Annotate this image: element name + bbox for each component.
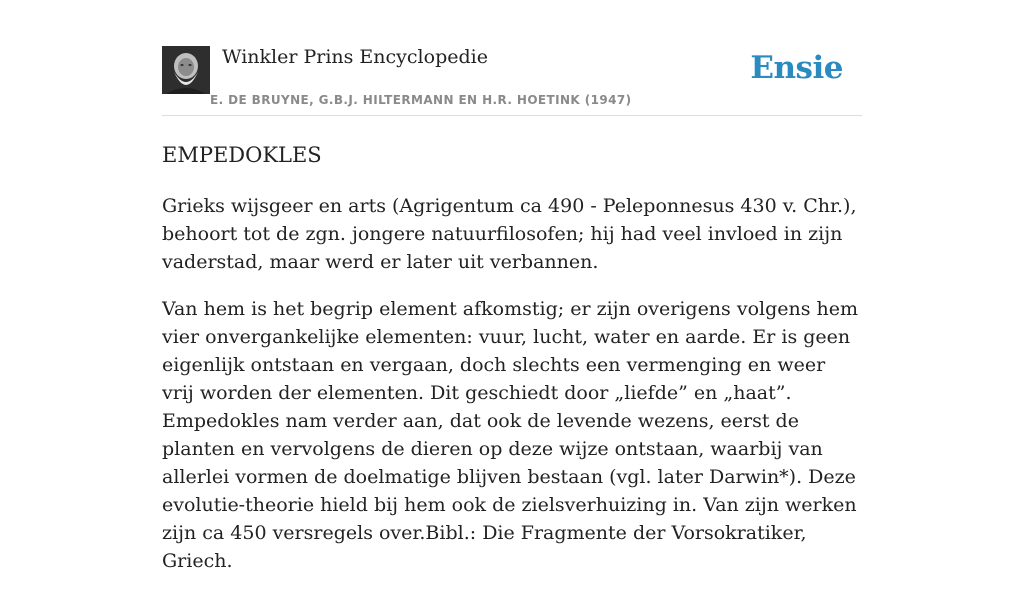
author-portrait-icon: [162, 46, 210, 94]
article: [162, 140, 862, 594]
source-title[interactable]: Winkler Prins Encyclopedie: [222, 46, 488, 68]
source-authors: E. DE BRUYNE, G.B.J. HILTERMANN EN H.R. HOETINK (1947): [210, 93, 632, 107]
ensie-logo[interactable]: Ensie: [750, 50, 843, 86]
source-header: [162, 44, 862, 116]
article-title: EMPEDOKLES: [162, 143, 322, 167]
author-avatar[interactable]: [162, 46, 210, 94]
article-paragraph: Grieks wijsgeer en arts (Agrigentum ca 490 - Peleponnesus 430 v. Chr.), behoort tot de zgn. jongere natuurfilosofen; hij had veel invloed in zijn vaderstad, maar werd er later uit verbannen.: [162, 195, 857, 273]
article-paragraph: Van hem is het begrip element afkomstig; er zijn overigens volgens hem vier onvergankelijke elementen: vuur, lucht, water en aarde. Er is geen eigenlijk ontstaan en vergaan, doch slechts een vermenging en weer vrij worden der elementen. Dit geschiedt door „liefde” en „haat”. Empedokles nam verder aan, dat ook de levende wezens, eerst de planten en vervolgens de dieren op deze wijze ontstaan, waarbij van allerlei vormen de doelmatige blijven bestaan (vgl. later Darwin*). Deze evolutie-theorie hield bij hem ook de zielsverhuizing in. Van zijn werken zijn ca 450 versregels over.Bibl.: Die Fragmente der Vorsokratiker, Griech.: [162, 298, 859, 572]
